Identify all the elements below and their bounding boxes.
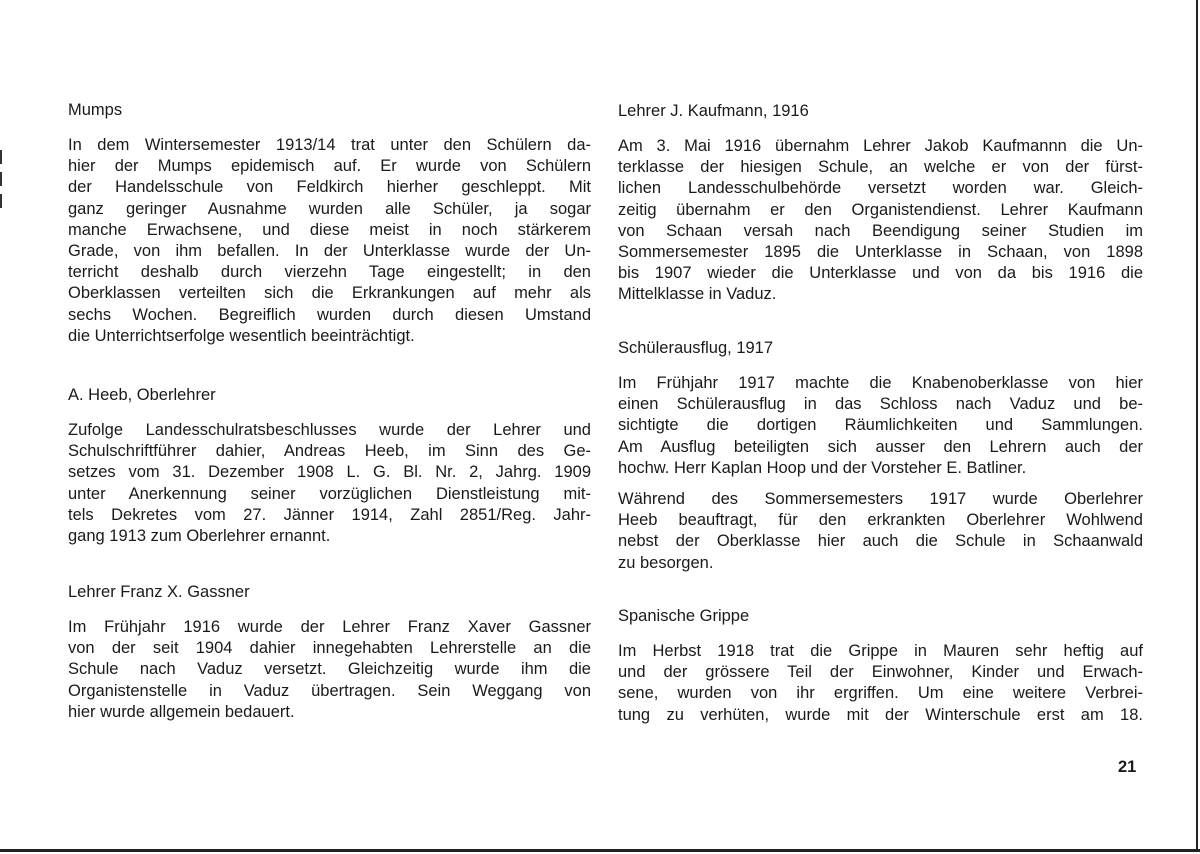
left-edge-mark [0,172,2,186]
text-line: zeitig übernahm er den Organistendienst. Lehrer Kaufmann [618,200,1143,219]
section-heading: Spanische Grippe [618,607,750,625]
text-line: Am 3. Mai 1916 übernahm Lehrer Jakob Kaufmannn die Un- [618,137,1143,155]
paragraph [68,420,591,547]
page-number: 21 [1118,758,1137,776]
text-line: Im Herbst 1918 trat die Grippe in Mauren sehr heftig auf [618,642,1143,660]
text-line: Im Frühjahr 1916 wurde der Lehrer Franz Xaver Gassner [68,618,591,636]
text-line: zu besorgen. [618,553,714,572]
text-line: terklasse der hiesigen Schule, an welche er von der fürst- [618,158,1143,177]
text-line: sene, wurden von ihr ergriffen. Um eine weitere Verbrei- [618,684,1143,703]
text-line: Während des Sommersemesters 1917 wurde Oberlehrer [618,490,1143,509]
text-line: von der seit 1904 dahier innegehabten Lehrerstelle an die [68,639,591,658]
paragraph [68,617,591,723]
text-line: gang 1913 zum Oberlehrer ernannt. [68,527,331,546]
text-line: Zufolge Landesschulratsbeschlusses wurde der Lehrer und [68,421,591,439]
text-line: ganz geringer Ausnahme wurden alle Schüler, ja sogar [68,199,591,218]
text-line: sechs Wochen. Begreiflich wurden durch diesen Umstand [68,305,591,324]
section-heading: Lehrer Franz X. Gassner [68,583,250,601]
text-line: von Schaan versah nach Beendigung seiner Studien im [618,221,1143,240]
bottom-page-edge [0,849,1200,852]
text-line: sichtigte die dortigen Räumlichkeiten und Sammlungen. [618,416,1143,435]
text-line: In dem Wintersemester 1913/14 trat unter den Schülern da- [68,136,591,154]
text-line: einen Schülerausflug in das Schloss nach Vaduz und be- [618,395,1143,414]
text-line: setzes vom 31. Dezember 1908 L. G. Bl. Nr. 2, Jahrg. 1909 [68,463,591,482]
text-line: tung zu verhüten, wurde mit der Winterschule erst am 18. [618,705,1143,724]
section-heading: Mumps [68,101,123,119]
left-edge-mark [0,194,2,208]
paragraph [618,641,1143,726]
text-line: hier wurde allgemein bedauert. [68,702,295,721]
text-line: und der grössere Teil der Einwohner, Kinder und Erwach- [618,663,1143,682]
text-line: Sommersemester 1895 die Unterklasse in Schaan, von 1898 [618,243,1143,262]
section-kaufmann [618,101,1143,306]
left-edge-mark [0,150,2,164]
section-gassner [68,582,591,723]
text-line: Grade, von ihm befallen. In der Unterklasse wurde der Un- [68,242,591,261]
text-line: Mittelklasse in Vaduz. [618,285,777,304]
text-line: Organistenstelle in Vaduz übertragen. Sein Weggang von [68,681,591,700]
section-spanische-grippe [618,606,1143,726]
text-line: Schulschriftführer dahier, Andreas Heeb, im Sinn des Ge- [68,442,591,461]
section-heading: A. Heeb, Oberlehrer [68,386,216,404]
section-heeb-oberlehrer [68,385,591,547]
text-line: hochw. Herr Kaplan Hoop und der Vorsteher E. Batliner. [618,458,1027,477]
text-line: tels Dekretes vom 27. Jänner 1914, Zahl 2851/Reg. Jahr- [68,505,591,524]
section-schuelerausflug [618,338,1143,574]
section-heading: Lehrer J. Kaufmann, 1916 [618,102,809,120]
text-line: Schule nach Vaduz versetzt. Gleichzeitig wurde ihm die [68,660,591,679]
text-line: lichen Landesschulbehörde versetzt worden war. Gleich- [618,179,1143,198]
paragraph [618,489,1143,574]
paragraph [68,135,591,347]
text-line: Am Ausflug beteiligten sich ausser den Lehrern auch der [618,437,1143,456]
text-line: bis 1907 wieder die Unterklasse und von da bis 1916 die [618,264,1143,283]
section-heading: Schülerausflug, 1917 [618,339,774,357]
text-line: manche Erwachsene, und diese meist in noch stärkerem [68,220,591,239]
text-line: terricht deshalb durch vierzehn Tage eingestellt; in den [68,263,591,282]
text-line: der Handelsschule von Feldkirch hierher geschleppt. Mit [68,178,591,197]
text-line: hier der Mumps epidemisch auf. Er wurde von Schülern [68,157,591,176]
section-mumps [68,100,591,347]
text-line: nebst der Oberklasse hier auch die Schule in Schaanwald [618,532,1143,551]
text-line: unter Anerkennung seiner vorzüglichen Dienstleistung mit- [68,484,591,503]
text-line: die Unterrichtserfolge wesentlich beeinträchtigt. [68,326,415,345]
text-line: Heeb beauftragt, für den erkrankten Oberlehrer Wohlwend [618,511,1143,530]
right-page-edge [1196,0,1198,850]
text-line: Im Frühjahr 1917 machte die Knabenoberklasse von hier [618,374,1143,392]
paragraph [618,373,1143,479]
text-line: Oberklassen verteilten sich die Erkrankungen auf mehr als [68,284,591,303]
paragraph [618,136,1143,306]
paragraph-gap [618,479,1143,489]
